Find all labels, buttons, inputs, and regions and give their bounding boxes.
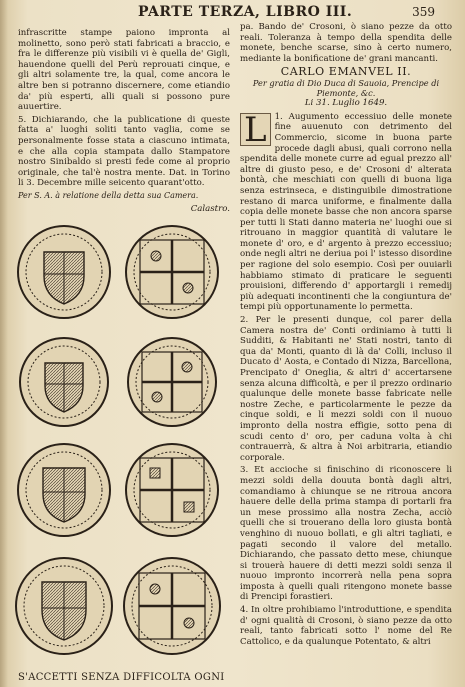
right-paragraph-3: 3. Et accioche si finischino di riconoscere li mezzi soldi della douuta bontà dagli altri, comandiamo à chiunque se ne ritroua ancora hauere delle della prima stampa di portarli fra un mese prossimo alla nostra Zecha, acciò quelli che si trouerano della loro giusta bontà venghino di nuouo bollati, e gli altri tagliati, e pagati secondo il valore del metallo. Dichiarando, che passato detto mese, chiunque si trouerà hauere di detti mezzi soldi senza il nuouo impronto incorrerà nella pena sopra imposta à quelli quali ritengono monete basse di Prencipi forastieri. [240, 465, 452, 603]
right-paragraph-4: 4. In oltre prohibiamo l'introduttione, e spendita d' ogni qualità di Crosoni, ò siano pezze da otto reali, tanto fabricati sotto l' nome del Re Cattolico, e da qualunque Potentato, & altri [240, 605, 452, 647]
page-gutter-shadow [0, 0, 8, 687]
signature: Calastro. [190, 203, 230, 214]
page-header [0, 4, 465, 22]
coin-illustrations [14, 214, 234, 672]
right-paragraph-1 [240, 109, 452, 313]
drop-cap: L [240, 113, 271, 146]
coin-shield-2 [20, 338, 108, 426]
left-paragraph-1: infrascritte stampe paiono impronta al molinetto, sono però stati fabricati a braccio, e fra le differenze più visibili vi è quella de' Gigli, hauendone quelli del Perù reprouati cinque, e gli altri solamente tre, la qual, come ancora le altre ben si potranno discernere, come etiandio da' più esperti, alli quali si possono pure auuertire. [18, 28, 230, 113]
right-paragraph-2: 2. Per le presenti dunque, col parer della Camera nostra de' Conti ordiniamo à tutti li Sudditi, & Habitanti ne' Stati nostri, tanto di qua da' Monti, quanto di là da' Colli, incluso il Ducato d' Aosta, e Contado di Nizza, Barcellona, Prencipato d' Oneglia, & altri d' accertarsene senza alcuna difficoltà, e per il prezzo ordinario qualunque delle monete basse fabricate nelle nostre Zeche, e particolarmente le pezze da cinque soldi, e li mezzi soldi con il nuouo impronto della nostra effigie, sotto pena di scudi cento d' oro, per caduna volta à chi contrauerrà, & altra à Noi arbitraria, etiandio corporale. [240, 315, 452, 463]
coin-cross-1 [126, 226, 218, 318]
coin-pair-1 [18, 226, 218, 318]
coin-shield-3 [18, 444, 110, 536]
right-column [240, 22, 452, 649]
decree-heading: CARLO EMANVEL II. [280, 65, 412, 79]
coin-shield-1 [18, 226, 110, 318]
decree-subheading: Per gratia di Dio Duca di Sauoia, Prencipe di Piemonte, &c. [252, 77, 440, 98]
coin-cross-4 [124, 558, 220, 654]
decree-date: Li 31. Luglio 1649. [304, 98, 388, 109]
right-paragraph-1-text: 1. Augumento eccessiuo delle monete fine auuenuto con detrimento del Commercio, sicome in buona parte procede dagli abusi, quali corrono nella spendita delle monete curre ad egual prezzo all' altre di giusto peso, e de' Crosoni d' alterata bontà, che meschiati con quelli di buona liga senza estrinseca, e distinguibile dimostratione restano di marca uniforme, e finalmente dalla copia delle monete basse che non ancora sparse per tutti li Stati danno materia ne' luoghi oue si ritrouano in maggior quantità di valutare le monete d' oro, e d' argento à prezzo eccessiuo; onde negli altri ne deriua poi l' istesso disordine per ragione del solo esempio. Così per ouuiarli habbiamo stimato di praticare le seguenti prouisioni, differendo d' apportargli i remedij più adequati incontinenti che la congiuntura de' tempi più opportunamente lo permetta. [240, 111, 452, 313]
coin-pair-4 [16, 558, 220, 654]
left-paragraph-5: 5. Dichiarando, che la publicatione di queste fatta a' luoghi soliti tanto vaglia, come se personalmente fosse stata a ciascuno intimata, e che alla copia stampata dallo Stampatore nostro Sinibaldo si presti fede come al proprio originale, che tal'è nostra mente. Dat. in Torino li 3. Decembre mille seicento quarant'otto. [18, 114, 230, 189]
coin-pair-2 [20, 338, 216, 426]
left-column [18, 28, 230, 216]
running-head: PARTE TERZA, LIBRO III. [138, 4, 353, 20]
coin-cross-3 [126, 444, 218, 536]
coin-shield-4 [16, 558, 112, 654]
left-footer-heading: S'ACCETTI SENZA DIFFICOLTA OGNI [18, 672, 225, 683]
authority-note: Per S. A. à relatione della detta sua Camera. [18, 190, 199, 200]
coin-pair-3 [18, 444, 218, 536]
coin-cross-2 [128, 338, 216, 426]
right-paragraph-intro: pa. Bando de' Crosoni, ò siano pezze da otto reali. Toleranza à tempo della spendita delle monete, benche scarse, sino à certo numero, mediante la bonificatione de' grani mancanti. [240, 22, 452, 64]
page-number: 359 [412, 5, 435, 19]
